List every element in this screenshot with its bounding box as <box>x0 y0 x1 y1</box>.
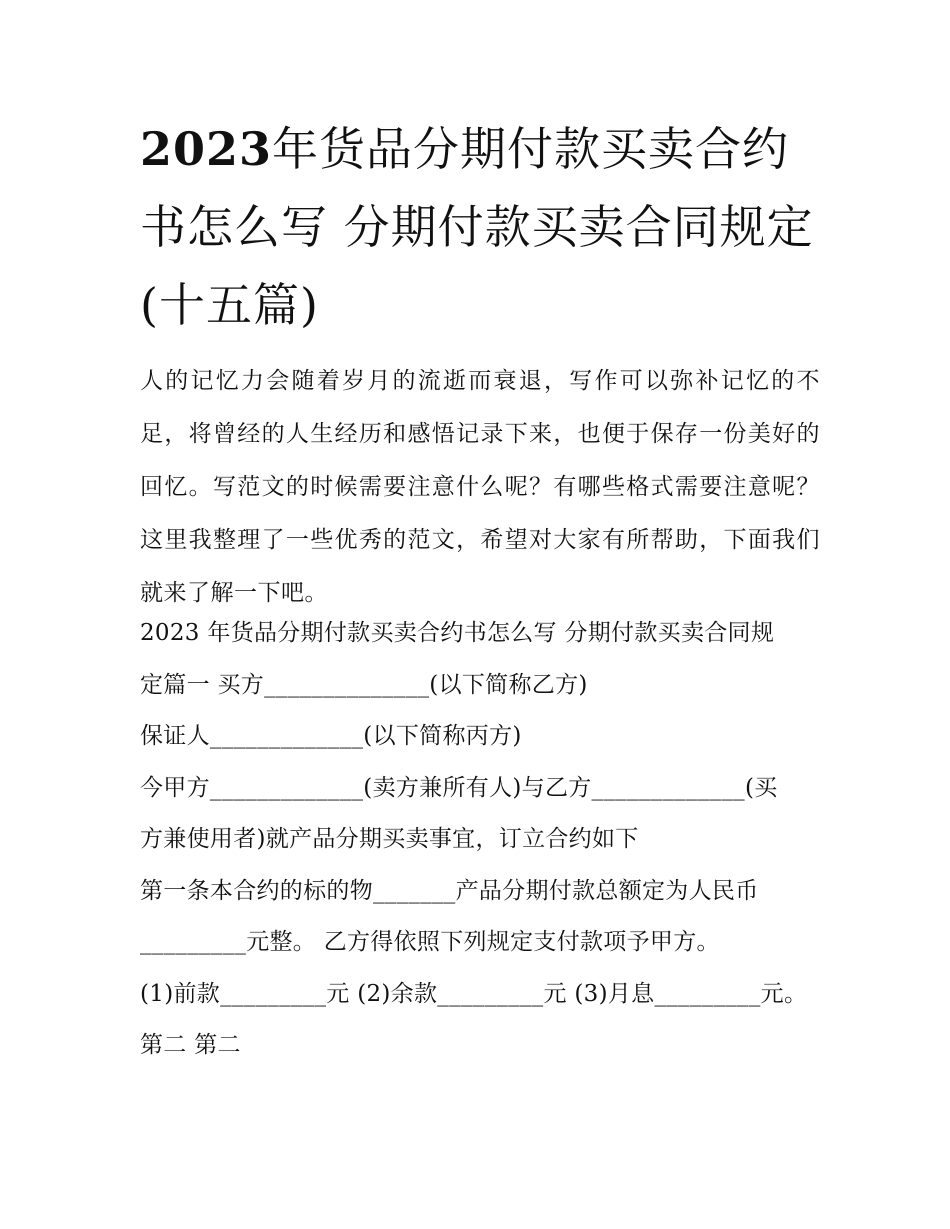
contract-body <box>140 608 820 1072</box>
title-text: 年货品分期付款买卖合约书怎么写 分期付款买卖合同规定(十五篇) <box>140 122 814 332</box>
body-line-3: 保证人_____________(以下简称丙方) <box>140 723 522 749</box>
body-line-1: 2023 年货品分期付款买卖合约书怎么写 分期付款买卖合同规 <box>140 620 775 646</box>
title-year: 2023 <box>140 122 273 176</box>
body-line-5: 方兼使用者)就产品分期买卖事宜，订立合约如下 <box>140 826 639 852</box>
body-line-9: 第二 第二 <box>140 1032 241 1058</box>
body-line-6: 第一条本合约的标的物_______产品分期付款总额定为人民币 <box>140 877 759 904</box>
body-line-8: (1)前款_________元 (2)余款_________元 (3)月息_________元。 <box>140 980 808 1007</box>
body-line-7: _________元整。 乙方得依照下列规定支付款项予甲方。 <box>140 929 720 955</box>
body-line-4: 今甲方_____________(卖方兼所有人)与乙方_____________(买 <box>140 774 778 801</box>
document-title <box>140 110 820 344</box>
body-line-2: 定篇一 买方______________(以下简称乙方) <box>140 671 588 698</box>
intro-paragraph: 人的记忆力会随着岁月的流逝而衰退，写作可以弥补记忆的不足，将曾经的人生经历和感悟记录下来，也便于保存一份美好的回忆。写范文的时候需要注意什么呢？有哪些格式需要注意呢？这里我整理了一些优秀的范文，希望对大家有所帮助，下面我们就来了解一下吧。 <box>140 368 820 606</box>
